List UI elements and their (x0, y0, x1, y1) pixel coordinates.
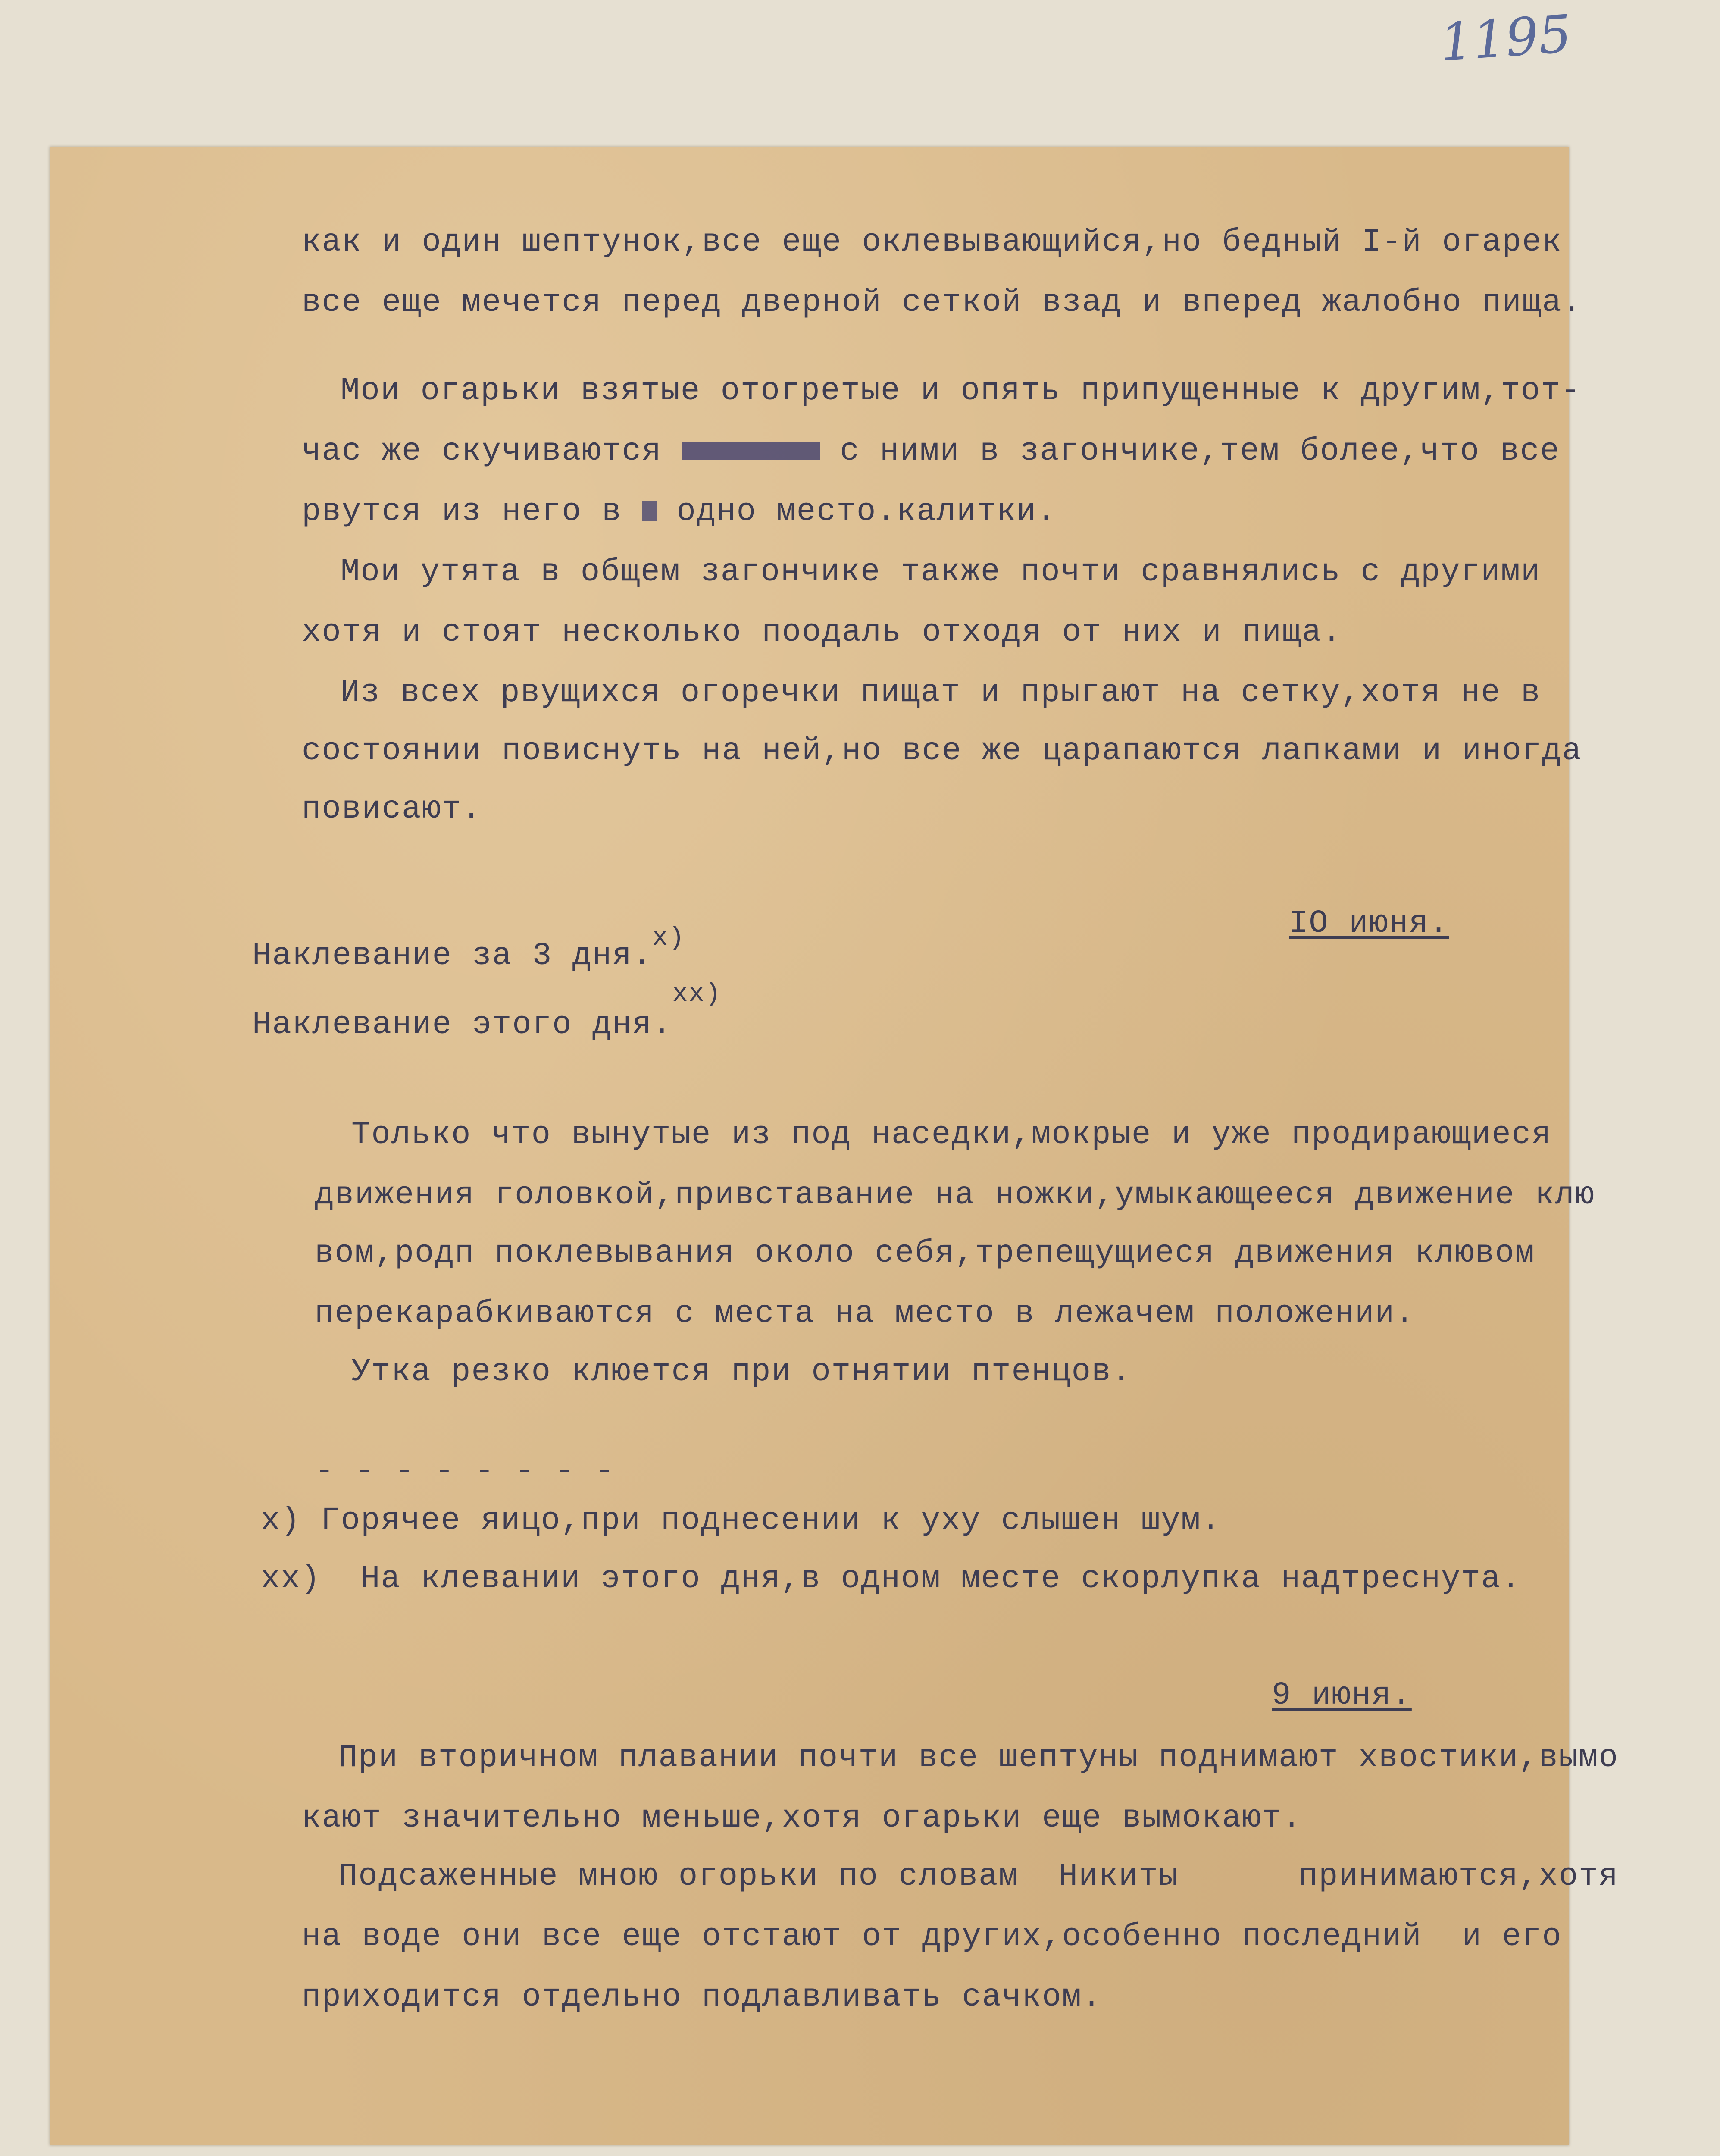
paper-sheet (50, 147, 1619, 2145)
text-line: перекарабкиваются с места на место в лежачем положении. (315, 1296, 1415, 1332)
text-line: кают значительно меньше,хотя огарьки еще вымокают. (302, 1800, 1302, 1836)
text-fragment: одно место.калитки. (676, 494, 1057, 530)
text-line: как и один шептунок,все еще оклевывающийся,но бедный I-й огарек (302, 224, 1562, 260)
text-line: Утка резко клюется при отнятии птенцов. (351, 1354, 1132, 1390)
footnote: x) Горячее яицо,при поднесении к уху слышен шум. (261, 1503, 1221, 1539)
text-line: вом,родп поклевывания около себя,трепещущиеся движения клювом (315, 1235, 1535, 1272)
struck-out-letter (642, 501, 657, 521)
text-fragment: с ними в загончике,тем более,что все (840, 433, 1560, 470)
text-line (252, 980, 722, 1043)
footnote-mark: xx) (672, 980, 722, 1009)
text-line: хотя и стоят несколько поодаль отходя от них и пища. (302, 614, 1342, 651)
text-line (302, 496, 1057, 528)
text-fragment: Наклевание этого дня. (252, 1007, 672, 1043)
text-line (252, 924, 685, 974)
text-line: приходится отдельно подлавливать сачком. (302, 1979, 1102, 2015)
text-fragment: Наклевание за 3 дня. (252, 938, 653, 974)
date-heading: IO июня. (1289, 906, 1449, 942)
text-line: движения головкой,привставание на ножки,умыкающееся движение клю (315, 1177, 1595, 1213)
text-line: на воде они все еще отстают от других,особенно последний и его (302, 1919, 1562, 1955)
text-line: Мои огарьки взятые отогретые и опять припущенные к другим,тот- (341, 373, 1581, 409)
date-heading: 9 июня. (1272, 1677, 1412, 1714)
text-line: Из всех рвущихся огоречки пищат и прыгают на сетку,хотя не в (341, 675, 1541, 711)
archive-folio-number: 1195 (1438, 4, 1573, 73)
text-fragment: час же скучиваются (302, 433, 662, 470)
text-line: Только что вынутые из под наседки,мокрые и уже продирающиеся (351, 1117, 1552, 1153)
text-fragment: рвутся из него в (302, 494, 622, 530)
separator-line: - - - - - - - - (315, 1453, 615, 1489)
footnote: xx) На клевании этого дня,в одном месте скорлупка надтреснута. (261, 1561, 1521, 1597)
text-line: При вторичном плавании почти все шептуны поднимают хвостики,вымо (338, 1740, 1619, 1776)
text-line: Подсаженные мною огорьки по словам Никиты принимаются,хотя (338, 1858, 1619, 1895)
text-line: все еще мечется перед дверной сеткой взад и вперед жалобно пища. (302, 285, 1582, 321)
text-line: состоянии повиснуть на ней,но все же царапаются лапками и иногда (302, 733, 1582, 769)
footnote-mark: x) (652, 924, 685, 953)
text-line: повисают. (302, 791, 482, 827)
text-line: Мои утята в общем загончике также почти сравнялись с другими (341, 554, 1541, 590)
text-line (302, 433, 1560, 470)
struck-out-word (682, 442, 820, 460)
